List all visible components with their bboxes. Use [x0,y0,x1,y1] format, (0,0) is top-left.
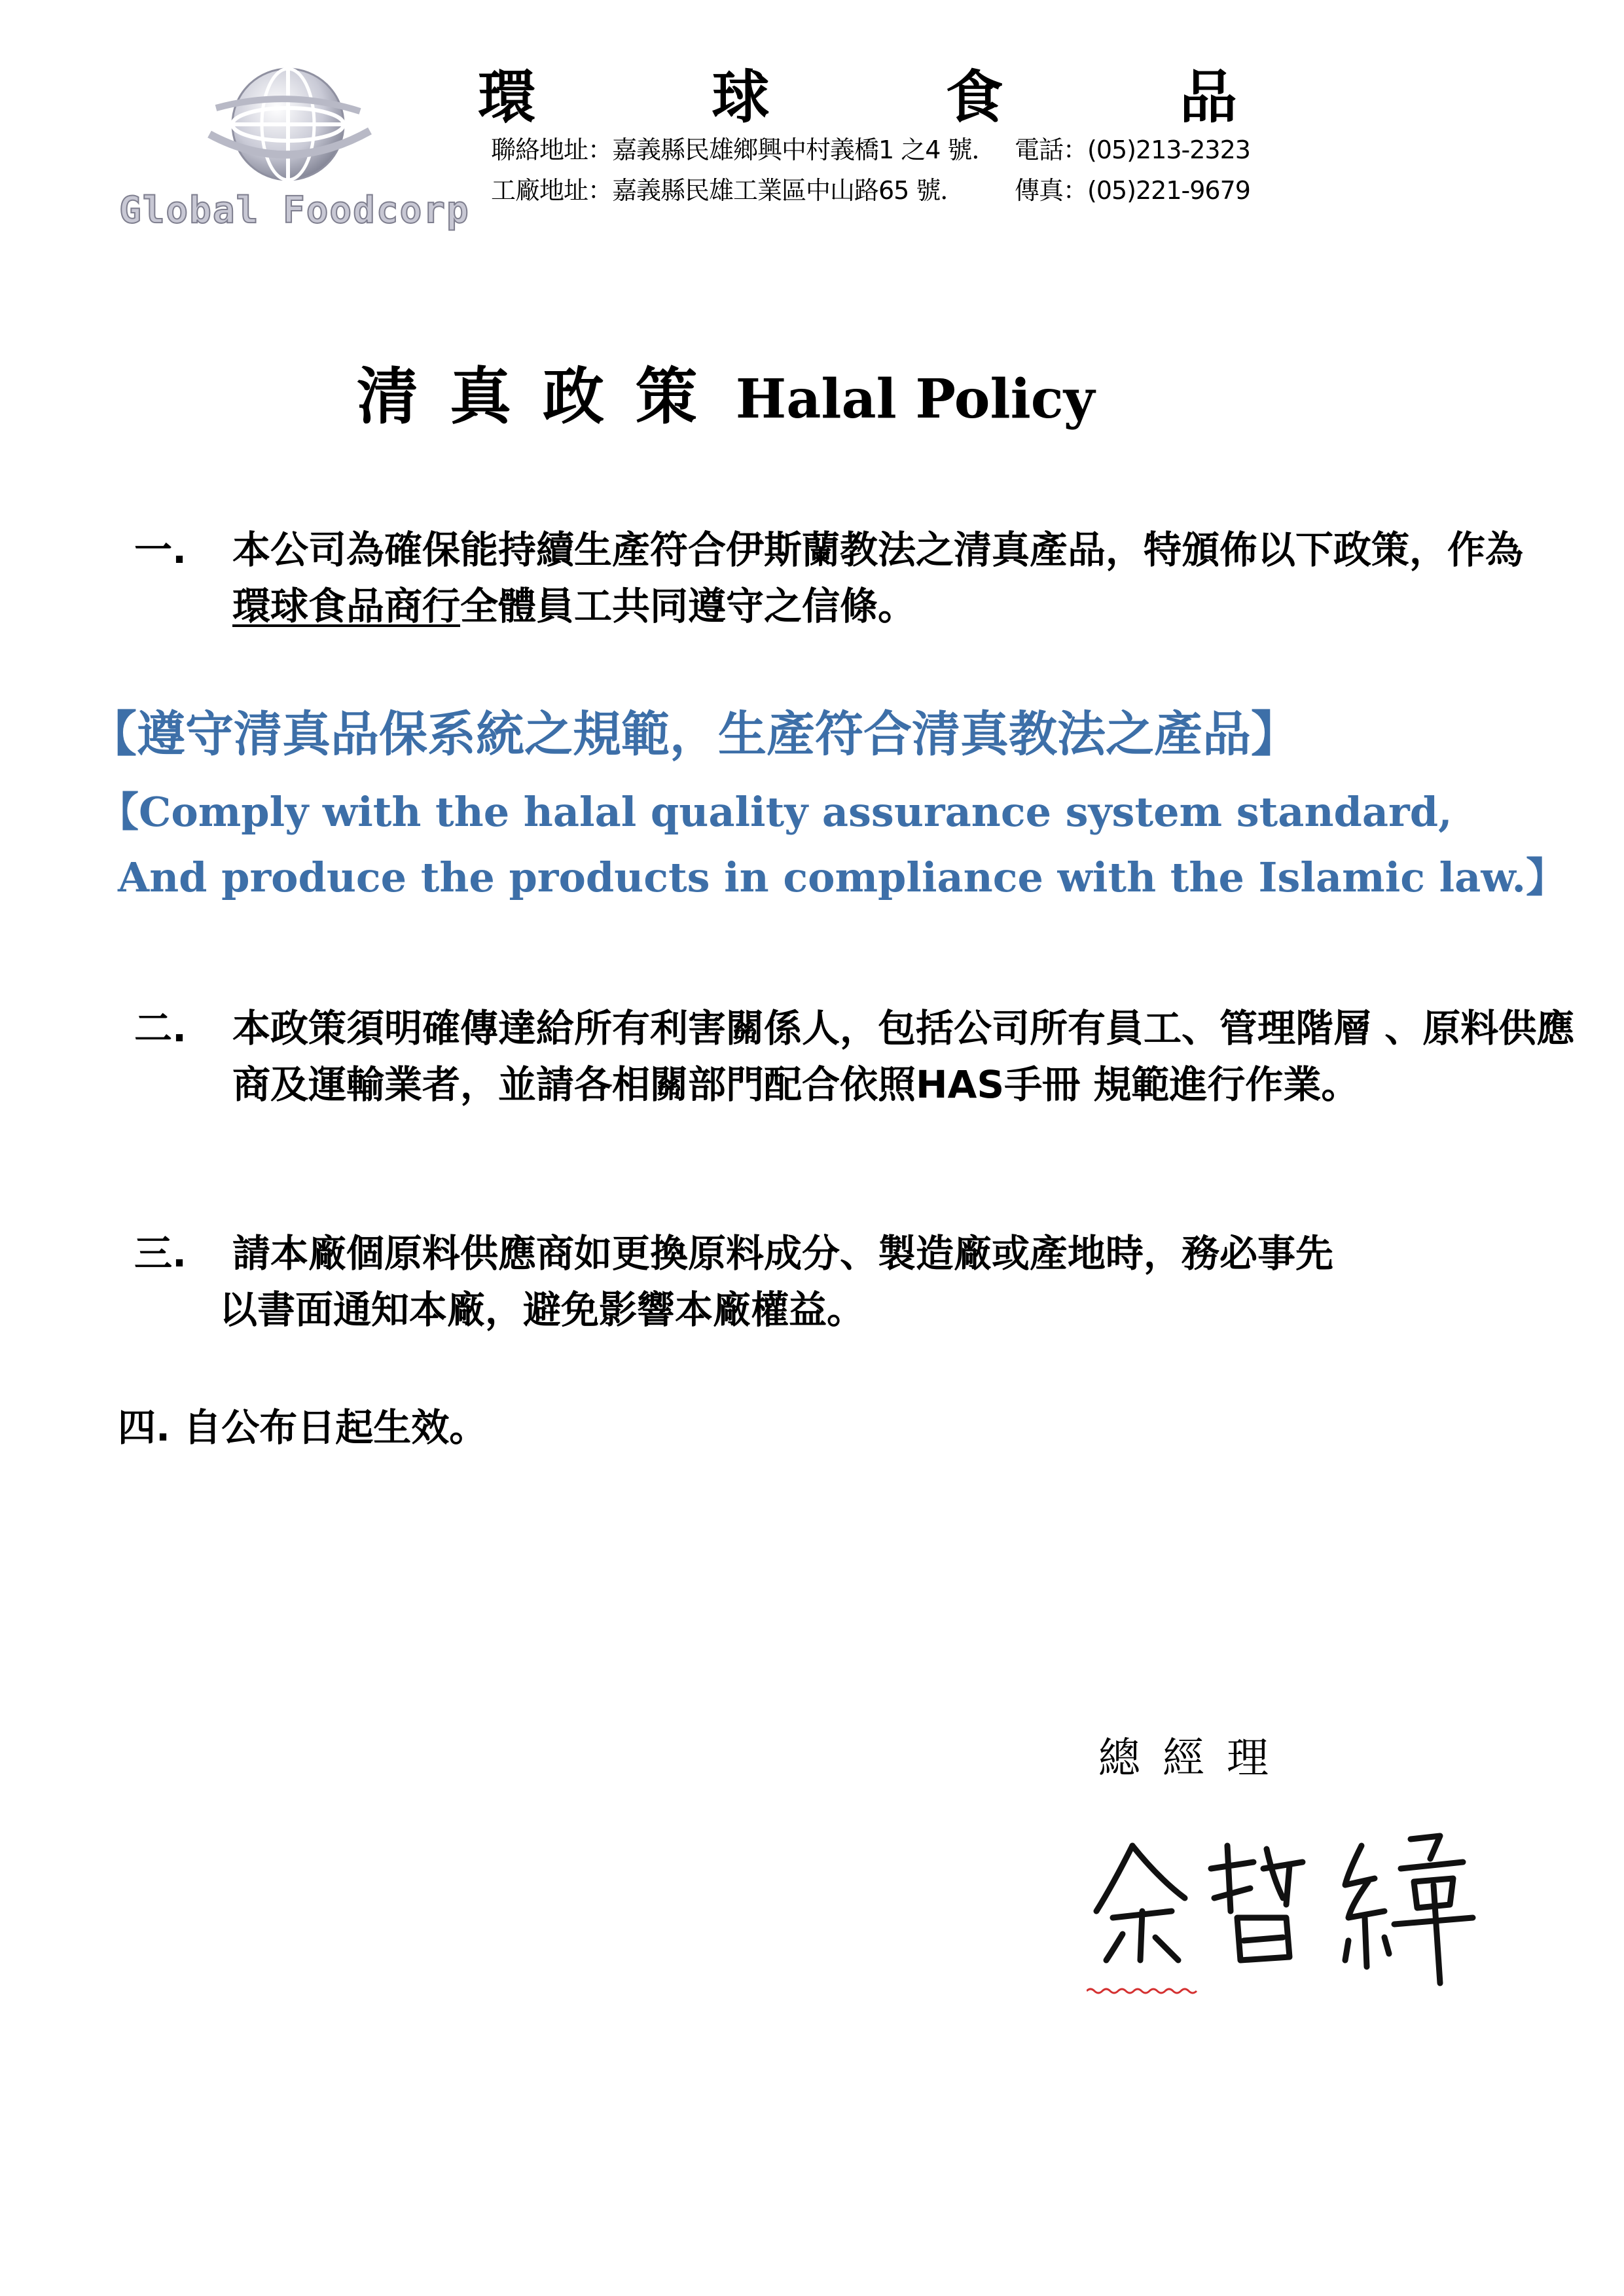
factory-address: 工廠地址：嘉義縣民雄工業區中山路65 號． [491,176,965,205]
banner-en-line1: 【Comply with the halal quality assurance system standard, [98,788,1453,836]
globe-icon [209,69,370,180]
phone-number: 電話：(05)213-2323 [1015,135,1250,164]
fax-number: 傳真：(05)221-9679 [1015,176,1250,205]
item-text-part: 全體員工共同遵守之信條。 [460,584,916,628]
title-en: Halal Policy [735,368,1095,431]
company-char: 球 [712,63,770,131]
item-text-part: 本公司為確保能持續生產符合伊斯蘭教法之清真產品，特頒佈以下政策，作為 [232,528,1524,572]
title-zh: 清真政策 [357,361,729,433]
contact-address: 聯絡地址：嘉義縣民雄鄉興中村義橋1 之4 號． [491,135,996,164]
item-number: 三. [134,1231,187,1276]
item-text-line1: 請本廠個原料供應商如更換原料成分、製造廠或產地時，務必事先 [232,1231,1334,1276]
contact-row [491,135,1250,164]
item-text-line2: 以書面通知本廠，避免影響本廠權益。 [219,1287,865,1332]
company-char: 食 [945,63,1003,131]
item-text [232,522,1555,634]
handwritten-signature [1087,1820,1492,1996]
company-name-underlined: 環球食品商行 [232,584,461,628]
banner-zh: 【遵守清真品保系統之規範，生產符合清真教法之產品】 [88,706,1299,762]
page-title [357,361,1095,433]
company-char: 環 [478,63,536,131]
company-logo [111,62,478,239]
policy-item-4: 四. 自公布日起生效。 [118,1405,488,1450]
item-number: 一. [134,528,187,572]
banner-en-line2: And produce the products in compliance with the Islamic law.】 [118,853,1567,901]
factory-row [491,176,1250,205]
item-text: 本政策須明確傳達給所有利害關係人，包括公司所有員工、管理階層 、原料供應商及運輸業者，並請各相關部門配合依照HAS手冊 規範進行作業。 [232,1006,1575,1107]
logo-text: Global Foodcorp [119,189,470,232]
signatory-title: 總經理 [1098,1734,1291,1783]
item-number: 二. [134,1006,187,1050]
company-char: 品 [1179,63,1237,131]
company-name [478,63,1237,131]
